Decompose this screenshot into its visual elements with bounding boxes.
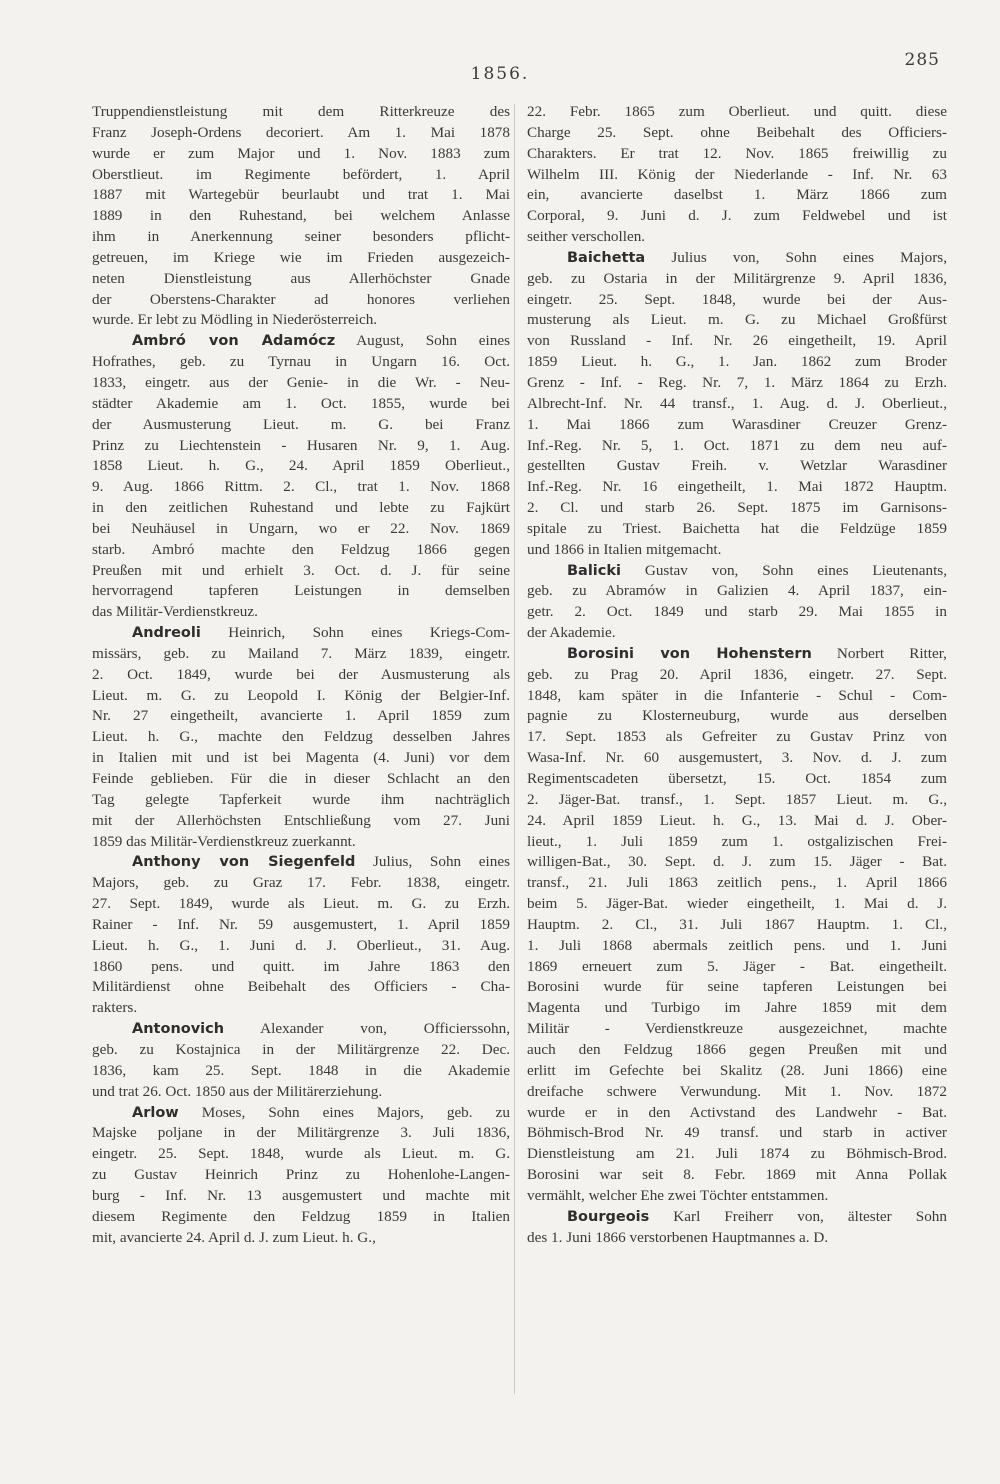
line-text: Inf.-Reg. Nr. 16 eingetheilt, 1. Mai 1872 Hauptm. bbox=[527, 478, 947, 496]
line-text: 1869 erneuert zum 5. Jäger - Bat. eingetheilt. bbox=[527, 957, 947, 975]
line-text: diesem Regimente den Feldzug 1859 in Italien bbox=[92, 1207, 510, 1225]
line-text: 1. Juli 1868 abermals zeitlich pens. und 1. Juni bbox=[527, 936, 947, 954]
text-line bbox=[527, 915, 947, 936]
text-line bbox=[92, 832, 510, 853]
line-text: getreuen, im Kriege wie im Frieden ausgezeich- bbox=[92, 248, 510, 266]
text-line bbox=[527, 206, 947, 227]
entry-first-line bbox=[527, 644, 947, 665]
line-text: Corporal, 9. Juni d. J. zum Feldwebel und ist bbox=[527, 207, 947, 225]
text-line bbox=[527, 1040, 947, 1061]
line-text: Magenta und Turbigo im Jahre 1859 mit dem bbox=[527, 999, 947, 1017]
text-line bbox=[92, 1165, 510, 1186]
line-text: Heinrich, Sohn eines Kriegs-Com- bbox=[200, 624, 510, 642]
text-line bbox=[527, 769, 947, 790]
line-text: Militär - Verdienstkreuze ausgezeichnet, machte bbox=[527, 1020, 947, 1038]
line-text: vermählt, welcher Ehe zwei Töchter entstammen. bbox=[527, 1186, 829, 1204]
line-text: Moses, Sohn eines Majors, geb. zu bbox=[178, 1103, 510, 1121]
line-text: 1848, kam später in die Infanterie - Schul - Com- bbox=[527, 686, 947, 704]
text-line bbox=[527, 957, 947, 978]
line-text: Truppendienstleistung mit dem Ritterkreuze des bbox=[92, 103, 510, 120]
text-line bbox=[92, 1082, 510, 1103]
text-line bbox=[527, 102, 947, 123]
text-line bbox=[92, 811, 510, 832]
text-line bbox=[92, 998, 510, 1019]
text-line bbox=[92, 1040, 510, 1061]
right-column bbox=[527, 102, 947, 1248]
line-text: bei Neuhäusel in Ungarn, wo er 22. Nov. 1869 bbox=[92, 519, 510, 537]
line-text: Nr. 27 eingetheilt, avancierte 1. April 1859 zum bbox=[92, 707, 510, 725]
page-year-heading: 1856. bbox=[470, 64, 530, 84]
text-line bbox=[92, 581, 510, 602]
line-text: 2. Jäger-Bat. transf., 1. Sept. 1857 Lieut. m. G., bbox=[527, 790, 947, 808]
text-line bbox=[527, 1228, 947, 1249]
text-line bbox=[92, 602, 510, 623]
text-line bbox=[92, 790, 510, 811]
text-line bbox=[92, 644, 510, 665]
line-text: Regimentscadeten übersetzt, 15. Oct. 1854 zum bbox=[527, 770, 947, 787]
line-text: ein, avancierte daselbst 1. März 1866 zum bbox=[527, 186, 947, 204]
line-text: Wilhelm III. König der Niederlande - Inf. Nr. 63 bbox=[527, 165, 947, 183]
line-text: Hofrathes, geb. zu Tyrnau in Ungarn 16. Oct. bbox=[92, 353, 510, 371]
line-text: geb. zu Abramów in Galizien 4. April 1837, ein- bbox=[527, 582, 947, 600]
text-line bbox=[527, 540, 947, 561]
line-text: des 1. Juni 1866 verstorbenen Hauptmannes a. D. bbox=[527, 1228, 829, 1246]
text-line bbox=[527, 1082, 947, 1103]
line-text: Inf.-Reg. Nr. 5, 1. Oct. 1871 zu dem neu auf- bbox=[527, 436, 947, 454]
entry-name: Bourgeois bbox=[567, 1208, 650, 1225]
text-line bbox=[92, 415, 510, 436]
line-text: seither verschollen. bbox=[527, 228, 646, 246]
line-text: rakters. bbox=[92, 999, 138, 1017]
entry-first-line bbox=[92, 1103, 510, 1124]
line-text: Julius, Sohn eines bbox=[355, 853, 510, 871]
line-text: Majors, geb. zu Graz 17. Febr. 1838, eingetr. bbox=[92, 874, 510, 892]
text-line bbox=[527, 394, 947, 415]
column-divider bbox=[514, 104, 515, 1394]
entry-first-line bbox=[527, 561, 947, 582]
text-line bbox=[527, 310, 947, 331]
line-text: neten Dienstleistung aus Allerhöchster Gnade bbox=[92, 269, 510, 287]
line-text: Norbert Ritter, bbox=[811, 644, 947, 662]
text-line bbox=[92, 394, 510, 415]
line-text: städter Akademie am 1. Oct. 1855, wurde bei bbox=[92, 394, 510, 412]
line-text: musterung als Lieut. m. G. zu Michael Großfürst bbox=[527, 311, 947, 329]
text-line bbox=[92, 456, 510, 477]
entry-first-line bbox=[527, 1207, 947, 1228]
entry-name: Balicki bbox=[567, 562, 621, 579]
line-text: Oberstlieut. im Regimente befördert, 1. April bbox=[92, 165, 510, 183]
line-text: das Militär-Verdienstkreuz. bbox=[92, 603, 258, 621]
text-line bbox=[527, 1186, 947, 1207]
text-line bbox=[92, 561, 510, 582]
line-text: in Italien mit und ist bei Magenta (4. Juni) vor dem bbox=[92, 749, 510, 767]
line-text: eingetr. 25. Sept. 1848, wurde bei der Aus- bbox=[527, 290, 947, 308]
text-line bbox=[92, 936, 510, 957]
page-number: 285 bbox=[904, 50, 940, 70]
text-line bbox=[527, 227, 947, 248]
line-text: 24. April 1859 Lieut. h. G., 13. Mai d. J. Ober- bbox=[527, 811, 947, 829]
line-text: Julius von, Sohn eines Majors, bbox=[645, 248, 947, 266]
text-line bbox=[527, 581, 947, 602]
line-text: pagnie zu Klosterneuburg, wurde aus derselben bbox=[527, 707, 947, 725]
text-line bbox=[92, 498, 510, 519]
line-text: Lieut. h. G., machte den Feldzug desselben Jahres bbox=[92, 728, 510, 746]
line-text: von Russland - Inf. Nr. 26 eingetheilt, 19. April bbox=[527, 332, 947, 350]
text-line bbox=[527, 832, 947, 853]
text-line bbox=[527, 873, 947, 894]
line-text: Dienstleistung am 21. Juli 1874 zu Böhmisch-Brod. bbox=[527, 1145, 947, 1163]
text-line bbox=[92, 540, 510, 561]
line-text: mit der Allerhöchsten Entschließung vom 27. Juni bbox=[92, 811, 510, 829]
line-text: 1860 pens. und quitt. im Jahre 1863 den bbox=[92, 957, 510, 975]
text-line bbox=[527, 1165, 947, 1186]
line-text: 17. Sept. 1853 als Gefreiter zu Gustav Prinz von bbox=[527, 728, 947, 746]
entry-name: Antonovich bbox=[132, 1021, 225, 1038]
text-line bbox=[92, 1144, 510, 1165]
line-text: geb. zu Prag 20. April 1836, eingetr. 27. Sept. bbox=[527, 665, 947, 683]
line-text: eingetr. 25. Sept. 1848, wurde als Lieut. m. G. bbox=[92, 1145, 510, 1163]
text-line bbox=[527, 352, 947, 373]
text-line bbox=[527, 269, 947, 290]
line-text: Wasa-Inf. Nr. 60 ausgemustert, 3. Nov. d. J. zum bbox=[527, 749, 947, 767]
text-line bbox=[527, 185, 947, 206]
text-line bbox=[92, 373, 510, 394]
line-text: Borosini wurde für seine tapferen Leistungen bei bbox=[527, 978, 947, 996]
text-line bbox=[527, 727, 947, 748]
entry-name: Ambró von Adamócz bbox=[132, 333, 336, 350]
text-line bbox=[92, 1061, 510, 1082]
text-line bbox=[527, 477, 947, 498]
entry-name: Anthony von Siegenfeld bbox=[132, 854, 356, 871]
text-line bbox=[527, 894, 947, 915]
entry-name: Baichetta bbox=[567, 249, 646, 266]
line-text: getr. 2. Oct. 1849 und starb 29. Mai 1855 in bbox=[527, 603, 947, 621]
line-text: Lieut. m. G. zu Leopold I. König der Belgier-Inf. bbox=[92, 686, 510, 704]
line-text: 2. Oct. 1849, wurde bei der Ausmusterung als bbox=[92, 665, 510, 683]
text-line bbox=[92, 123, 510, 144]
line-text: gestellten Gustav Freih. v. Wetzlar Warasdiner bbox=[527, 457, 947, 475]
text-line bbox=[527, 977, 947, 998]
text-line bbox=[92, 727, 510, 748]
line-text: Franz Joseph-Ordens decoriert. Am 1. Mai 1878 bbox=[92, 123, 510, 141]
line-text: der Ausmusterung Lieut. m. G. bei Franz bbox=[92, 415, 510, 433]
text-line bbox=[92, 665, 510, 686]
line-text: ihm in Anerkennung seiner besonders pflicht- bbox=[92, 228, 510, 246]
line-text: und trat 26. Oct. 1850 aus der Militärerziehung. bbox=[92, 1082, 383, 1100]
text-line bbox=[527, 1123, 947, 1144]
text-line bbox=[527, 144, 947, 165]
line-text: starb. Ambró machte den Feldzug 1866 gegen bbox=[92, 540, 510, 558]
line-text: wurde er zum Major und 1. Nov. 1883 zum bbox=[92, 144, 510, 162]
text-line bbox=[92, 310, 510, 331]
line-text: auch den Feldzug 1866 gegen Preußen mit und bbox=[527, 1040, 947, 1058]
line-text: 1833, eingetr. aus der Genie- in die Wr. - Neu- bbox=[92, 373, 510, 391]
line-text: burg - Inf. Nr. 13 ausgemustert und machte mit bbox=[92, 1186, 510, 1204]
text-line bbox=[527, 519, 947, 540]
text-line bbox=[92, 519, 510, 540]
line-text: Karl Freiherr von, ältester Sohn bbox=[649, 1207, 947, 1225]
line-text: wurde. Er lebt zu Mödling in Niederösterreich. bbox=[92, 311, 378, 329]
line-text: 1859 Lieut. h. G., 1. Jan. 1862 zum Broder bbox=[527, 353, 947, 371]
text-line bbox=[92, 769, 510, 790]
text-line bbox=[527, 852, 947, 873]
text-line bbox=[527, 373, 947, 394]
text-line bbox=[527, 665, 947, 686]
line-text: der Oberstens-Charakter ad honores verliehen bbox=[92, 290, 510, 308]
line-text: 1889 in den Ruhestand, bei welchem Anlasse bbox=[92, 207, 510, 225]
text-line bbox=[92, 1123, 510, 1144]
text-line bbox=[92, 269, 510, 290]
text-line bbox=[527, 811, 947, 832]
line-text: 1. Mai 1866 zum Warasdiner Creuzer Grenz- bbox=[527, 415, 947, 433]
line-text: mit, avancierte 24. April d. J. zum Lieut. h. G., bbox=[92, 1228, 376, 1246]
entry-first-line bbox=[92, 623, 510, 644]
line-text: Charge 25. Sept. ohne Beibehalt des Officiers- bbox=[527, 123, 947, 141]
text-line bbox=[92, 144, 510, 165]
text-line bbox=[92, 206, 510, 227]
text-line bbox=[527, 1061, 947, 1082]
text-line bbox=[527, 415, 947, 436]
text-line bbox=[527, 165, 947, 186]
line-text: Hauptm. 2. Cl., 31. Juli 1867 Hauptm. 1. Cl., bbox=[527, 915, 947, 933]
line-text: 1836, kam 25. Sept. 1848 in die Akademie bbox=[92, 1061, 510, 1079]
line-text: August, Sohn eines bbox=[335, 332, 510, 350]
line-text: 1859 das Militär-Verdienstkreuz zuerkannt. bbox=[92, 832, 356, 850]
line-text: Feinde geblieben. Für die in dieser Schlacht an den bbox=[92, 770, 510, 787]
text-line bbox=[92, 1228, 510, 1249]
text-line bbox=[527, 748, 947, 769]
line-text: erlitt im Gefechte bei Skalitz (28. Juni 1866) eine bbox=[527, 1061, 947, 1079]
line-text: in den zeitlichen Ruhestand und lebte zu Fajkürt bbox=[92, 499, 510, 517]
line-text: Majske poljane in der Militärgrenze 3. Juli 1836, bbox=[92, 1124, 510, 1142]
line-text: Preußen mit und erhielt 3. Oct. d. J. für seine bbox=[92, 561, 510, 579]
text-line bbox=[92, 165, 510, 186]
line-text: spitale zu Triest. Baichetta hat die Feldzüge 1859 bbox=[527, 519, 947, 537]
text-line bbox=[527, 623, 947, 644]
line-text: wurde er in den Activstand des Landwehr - Bat. bbox=[527, 1103, 947, 1121]
line-text: transf., 21. Juli 1863 zeitlich pens., 1. April 1866 bbox=[527, 874, 947, 892]
line-text: Charakters. Er trat 12. Nov. 1865 freiwillig zu bbox=[527, 144, 947, 162]
text-line bbox=[527, 331, 947, 352]
text-line bbox=[527, 436, 947, 457]
line-text: 1887 mit Wartegebür beurlaubt und trat 1. Mai bbox=[92, 186, 510, 204]
text-line bbox=[92, 706, 510, 727]
entry-name: Andreoli bbox=[132, 625, 201, 642]
text-line bbox=[92, 894, 510, 915]
text-line bbox=[527, 602, 947, 623]
text-line bbox=[92, 227, 510, 248]
text-line bbox=[527, 790, 947, 811]
text-line bbox=[527, 498, 947, 519]
text-line bbox=[527, 1103, 947, 1124]
line-text: dreifache schwere Verwundung. Mit 1. Nov. 1872 bbox=[527, 1082, 947, 1100]
line-text: und 1866 in Italien mitgemacht. bbox=[527, 540, 722, 558]
text-line bbox=[92, 873, 510, 894]
line-text: Lieut. h. G., 1. Juni d. J. Oberlieut., 31. Aug. bbox=[92, 936, 510, 954]
left-column bbox=[92, 102, 510, 1248]
entry-first-line bbox=[527, 248, 947, 269]
line-text: Borosini war seit 8. Febr. 1869 mit Anna Pollak bbox=[527, 1166, 947, 1184]
text-line bbox=[92, 248, 510, 269]
text-line bbox=[527, 456, 947, 477]
line-text: Alexander von, Officierssohn, bbox=[224, 1020, 510, 1038]
text-line bbox=[527, 998, 947, 1019]
text-line bbox=[92, 1186, 510, 1207]
line-text: missärs, geb. zu Mailand 7. März 1839, eingetr. bbox=[92, 644, 510, 662]
text-line bbox=[92, 1207, 510, 1228]
line-text: Prinz zu Liechtenstein - Husaren Nr. 9, 1. Aug. bbox=[92, 436, 510, 454]
line-text: Militärdienst ohne Beibehalt des Officiers - Cha- bbox=[92, 978, 510, 996]
text-line bbox=[527, 123, 947, 144]
text-line bbox=[92, 436, 510, 457]
text-line bbox=[527, 1019, 947, 1040]
line-text: 2. Cl. und starb 26. Sept. 1875 im Garnisons- bbox=[527, 499, 947, 517]
line-text: Albrecht-Inf. Nr. 44 transf., 1. Aug. d. J. Oberlieut., bbox=[527, 394, 947, 412]
line-text: zu Gustav Heinrich Prinz zu Hohenlohe-Langen- bbox=[92, 1166, 510, 1184]
line-text: hervorragend tapferen Leistungen in demselben bbox=[92, 582, 510, 600]
text-line bbox=[92, 957, 510, 978]
line-text: lieut., 1. Juli 1859 zum 1. ostgalizischen Frei- bbox=[527, 832, 947, 850]
text-line bbox=[92, 977, 510, 998]
line-text: beim 5. Jäger-Bat. wieder eingetheilt, 1. Mai d. J. bbox=[527, 895, 947, 913]
text-line bbox=[92, 915, 510, 936]
line-text: 9. Aug. 1866 Rittm. 2. Cl., trat 1. Nov. 1868 bbox=[92, 478, 510, 496]
line-text: 1858 Lieut. h. G., 24. April 1859 Oberlieut., bbox=[92, 457, 510, 475]
text-line bbox=[92, 185, 510, 206]
line-text: Böhmisch-Brod Nr. 49 transf. und starb in activer bbox=[527, 1124, 947, 1142]
text-line bbox=[92, 352, 510, 373]
entry-name: Arlow bbox=[132, 1104, 179, 1121]
text-line bbox=[92, 102, 510, 123]
line-text: willigen-Bat., 30. Sept. d. J. zum 15. Jäger - Bat. bbox=[527, 853, 947, 871]
text-line bbox=[527, 290, 947, 311]
entry-first-line bbox=[92, 331, 510, 352]
text-line bbox=[527, 686, 947, 707]
line-text: Gustav von, Sohn eines Lieutenants, bbox=[621, 561, 947, 579]
line-text: 22. Febr. 1865 zum Oberlieut. und quitt. diese bbox=[527, 103, 947, 120]
text-line bbox=[92, 477, 510, 498]
entry-first-line bbox=[92, 1019, 510, 1040]
line-text: Rainer - Inf. Nr. 59 ausgemustert, 1. April 1859 bbox=[92, 915, 510, 933]
line-text: 27. Sept. 1849, wurde als Lieut. m. G. zu Erzh. bbox=[92, 895, 510, 913]
text-line bbox=[92, 686, 510, 707]
text-line bbox=[527, 1144, 947, 1165]
line-text: Tag gelegte Tapferkeit wurde ihm nachträglich bbox=[92, 790, 510, 808]
line-text: der Akademie. bbox=[527, 624, 616, 642]
text-line bbox=[527, 936, 947, 957]
entry-first-line bbox=[92, 852, 510, 873]
text-line bbox=[92, 748, 510, 769]
line-text: Grenz - Inf. - Reg. Nr. 7, 1. März 1864 zu Erzh. bbox=[527, 373, 947, 391]
line-text: geb. zu Kostajnica in der Militärgrenze 22. Dec. bbox=[92, 1040, 510, 1058]
entry-name: Borosini von Hohenstern bbox=[567, 645, 812, 662]
text-line bbox=[92, 290, 510, 311]
line-text: geb. zu Ostaria in der Militärgrenze 9. April 1836, bbox=[527, 269, 947, 287]
text-line bbox=[527, 706, 947, 727]
